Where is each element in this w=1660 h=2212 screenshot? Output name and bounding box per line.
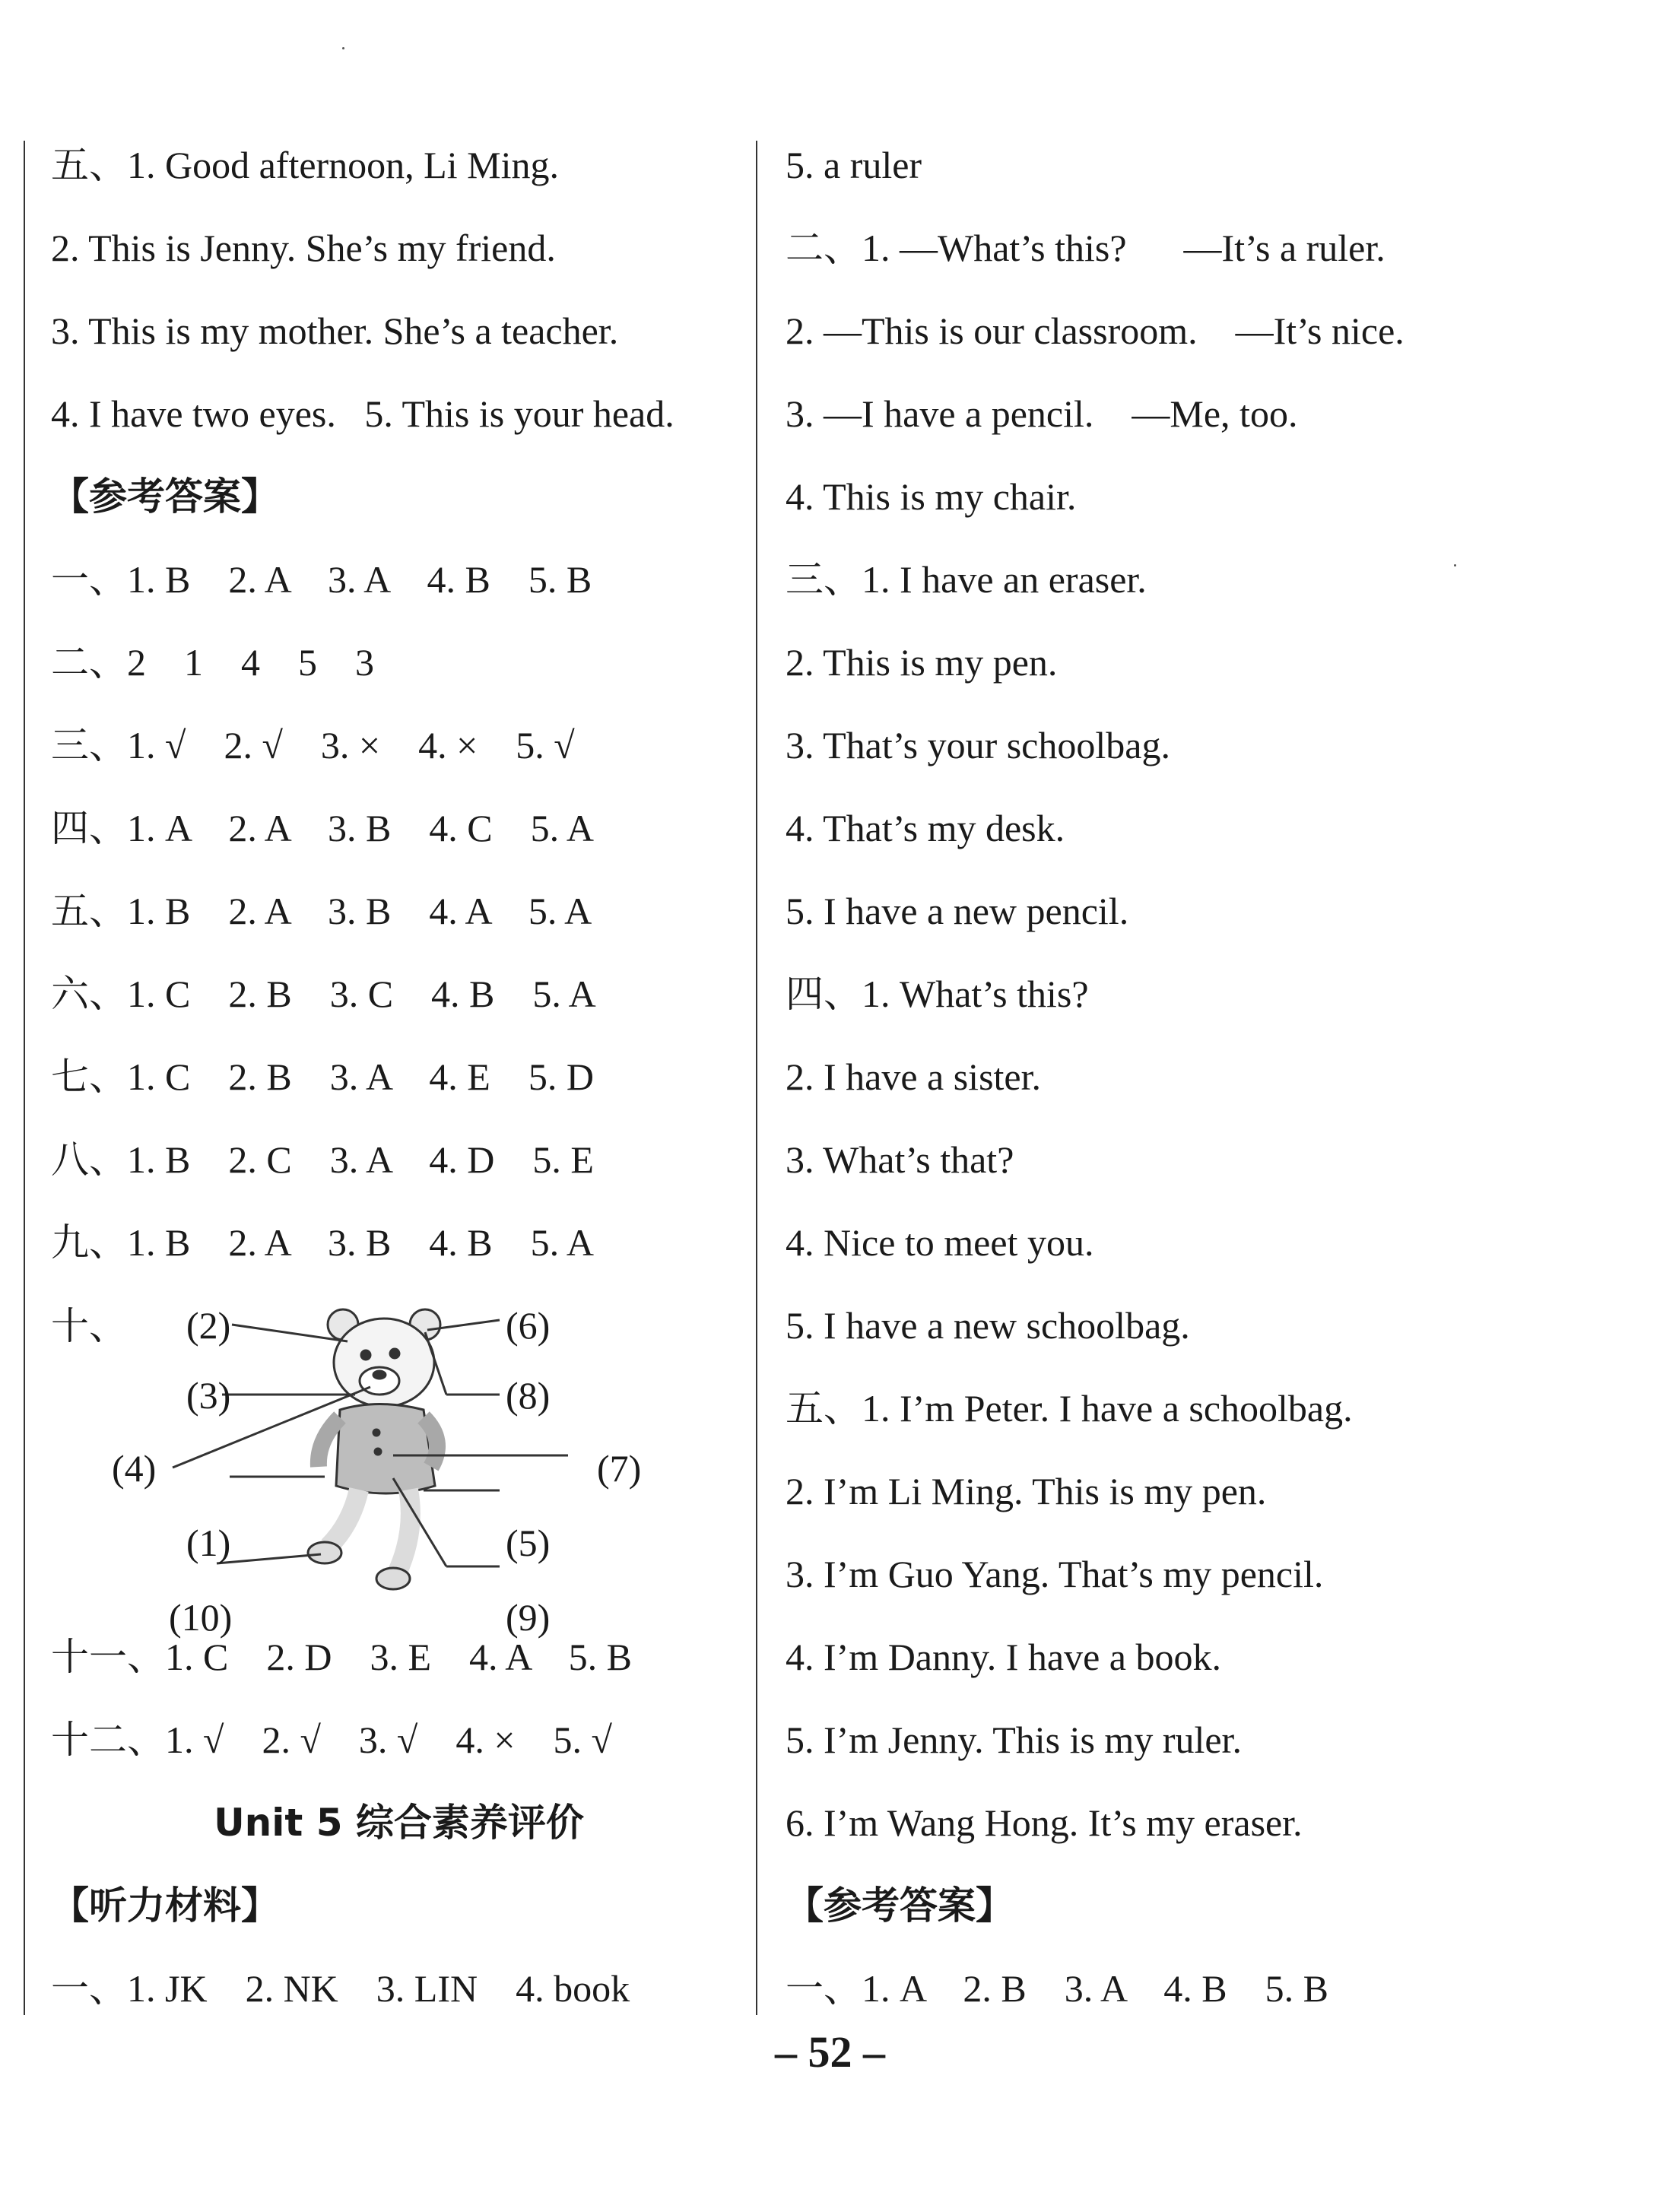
text-line: 4. This is my chair.	[786, 475, 1077, 518]
answer-line: 一、1. A 2. B 3. A 4. B 5. B	[786, 1967, 1328, 2010]
answer-line: 八、1. B 2. C 3. A 4. D 5. E	[51, 1138, 594, 1181]
answer-line: 五、1. B 2. A 3. B 4. A 5. A	[51, 890, 592, 932]
text-line: 4. That’s my desk.	[786, 807, 1065, 849]
text-line: 4. Nice to meet you.	[786, 1221, 1094, 1264]
answer-line: 二、2 1 4 5 3	[51, 641, 374, 684]
text-line: 2. I have a sister.	[786, 1055, 1042, 1098]
bear-label: (5)	[506, 1522, 551, 1564]
text-line: 四、1. What’s this?	[786, 973, 1089, 1015]
bear-labeling-diagram	[51, 1296, 747, 1639]
text-line: 5. a ruler	[786, 144, 922, 186]
text-line: 3. That’s your schoolbag.	[786, 724, 1170, 766]
left-column	[51, 135, 747, 2042]
text-line: 2. I’m Li Ming. This is my pen.	[786, 1470, 1267, 1512]
text-line: 三、1. I have an eraser.	[786, 558, 1147, 601]
text-line: 5. I have a new pencil.	[786, 890, 1129, 932]
question-number: 十、	[51, 1305, 127, 1347]
bear-label: (10)	[169, 1596, 233, 1639]
text-line: 3. —I have a pencil. —Me, too.	[786, 392, 1298, 435]
text-line: 3. I’m Guo Yang. That’s my pencil.	[786, 1553, 1324, 1595]
section-heading: 【参考答案】	[786, 1884, 1014, 1928]
bear-label: (4)	[112, 1447, 157, 1490]
page-number: – 52 –	[775, 2027, 885, 2077]
right-column	[786, 135, 1637, 2042]
answer-line: 四、1. A 2. A 3. B 4. C 5. A	[51, 807, 594, 849]
text-line: 2. This is my pen.	[786, 641, 1058, 684]
text-line: 五、1. Good afternoon, Li Ming.	[51, 144, 559, 186]
answer-line: 三、1. √ 2. √ 3. × 4. × 5. √	[51, 724, 575, 766]
bear-label: (9)	[506, 1596, 551, 1639]
text-line: 五、1. I’m Peter. I have a schoolbag.	[786, 1387, 1353, 1430]
text-line: 4. I’m Danny. I have a book.	[786, 1636, 1221, 1678]
text-line: 一、1. JK 2. NK 3. LIN 4. book	[51, 1967, 630, 2010]
answer-line: 十一、1. C 2. D 3. E 4. A 5. B	[51, 1636, 632, 1678]
bear-label: (8)	[506, 1374, 551, 1417]
section-heading: 【参考答案】	[51, 474, 279, 519]
left-margin-rule	[24, 141, 25, 2015]
column-divider	[756, 141, 757, 2015]
bear-label: (7)	[597, 1447, 642, 1490]
text-line: 2. —This is our classroom. —It’s nice.	[786, 309, 1404, 352]
section-heading: 【听力材料】	[51, 1884, 279, 1928]
text-line: 5. I’m Jenny. This is my ruler.	[786, 1719, 1242, 1761]
text-line: 3. This is my mother. She’s a teacher.	[51, 309, 619, 352]
bear-label: (1)	[186, 1522, 231, 1564]
text-line: 二、1. —What’s this? —It’s a ruler.	[786, 227, 1385, 269]
scan-dot	[342, 47, 344, 49]
text-line: 5. I have a new schoolbag.	[786, 1304, 1190, 1347]
answer-line: 十二、1. √ 2. √ 3. √ 4. × 5. √	[51, 1719, 612, 1761]
answer-line: 七、1. C 2. B 3. A 4. E 5. D	[51, 1055, 594, 1098]
text-line: 3. What’s that?	[786, 1138, 1014, 1181]
answer-line: 九、1. B 2. A 3. B 4. B 5. A	[51, 1221, 594, 1264]
bear-label: (6)	[506, 1304, 551, 1347]
answer-line: 一、1. B 2. A 3. A 4. B 5. B	[51, 558, 592, 601]
answer-line: 六、1. C 2. B 3. C 4. B 5. A	[51, 973, 596, 1015]
text-line: 4. I have two eyes. 5. This is your head.	[51, 392, 674, 435]
text-line: 2. This is Jenny. She’s my friend.	[51, 227, 556, 269]
unit-title: Unit 5 综合素养评价	[214, 1801, 584, 1845]
text-line: 6. I’m Wang Hong. It’s my eraser.	[786, 1801, 1303, 1844]
bear-label: (2)	[186, 1304, 231, 1347]
bear-label: (3)	[186, 1374, 231, 1417]
